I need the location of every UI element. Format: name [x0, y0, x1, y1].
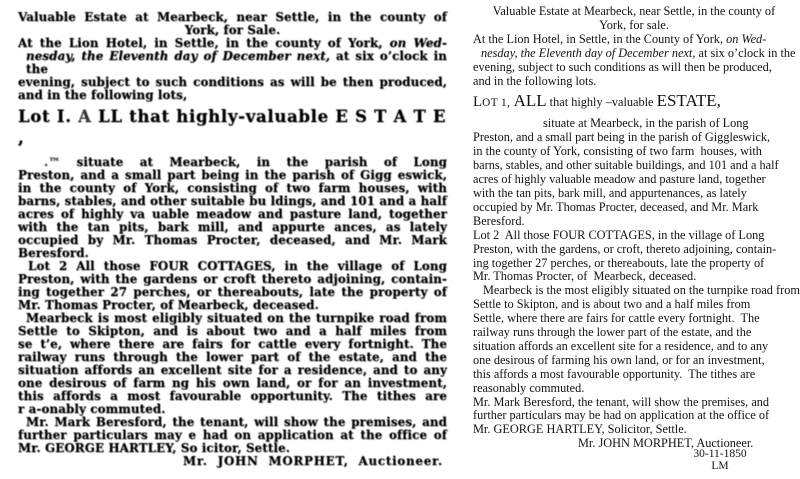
text-segment: Settle, where there are fairs for cattle every fortnight. The [473, 311, 760, 326]
text-segment: on Wed- [389, 36, 447, 50]
text-segment: York, for Sale. [184, 23, 281, 37]
text-segment: Preston, with the gardens or croft thereto adjoining, contain- [18, 272, 447, 286]
text-segment: Mr. Thomas Procter, of Mearbeck, deceased. [18, 298, 319, 312]
scanned-advert-panel [18, 11, 447, 468]
text-segment: LL that highly-valuable [91, 107, 336, 126]
text-line [473, 201, 795, 215]
text-line [18, 50, 447, 76]
text-segment: E S T A T E , [18, 107, 447, 147]
text-line [473, 33, 795, 47]
text-line [473, 187, 795, 201]
text-segment: evening, subject to such conditions as will then be produced, [473, 59, 772, 74]
text-segment: one desirous of farming his own land, or for an investment, [473, 352, 765, 367]
text-segment: ing together 27 perches, or thereabouts, late the property of [18, 285, 447, 299]
text-line [473, 368, 795, 382]
date-stamp: 30-11-1850 [693, 448, 747, 460]
text-segment: nesday, the Eleventh day of December next, [481, 45, 696, 60]
text-segment: further particulars may e had on application at the office of [18, 428, 447, 442]
text-line [473, 257, 795, 271]
text-segment: one desirous of farm ng his own land, or for an investment, [18, 376, 447, 390]
text-line [473, 382, 795, 396]
text-segment: Lot 2 All those FOUR COTTAGES, in the village of Long [473, 227, 765, 242]
text-line [473, 5, 795, 19]
text-segment: L [473, 94, 483, 111]
text-segment: situation affords an excellent site for a residence, and to any [18, 363, 447, 377]
text-segment: Mearbeck is the most eligibly situated on the turnpike road from [483, 283, 800, 298]
text-segment: railway runs through the lower part of the estate, and the [18, 350, 447, 364]
transcription-panel [473, 4, 800, 451]
text-segment: barns, stables, and other suitable buildings, and 101 and a half [473, 158, 779, 173]
text-line [473, 229, 795, 243]
text-segment: this affords a most favourable opportunity. The tithes are [18, 389, 447, 403]
text-segment: Mr. Mark Beresford, the tenant, will show the premises, and [26, 415, 447, 429]
text-segment: in the county of York, consisting of two farm houses, with [18, 181, 447, 195]
text-segment: Preston, and a small part being in the parish of Giggleswick, [473, 130, 771, 145]
text-line [473, 145, 795, 159]
text-segment: .™ [44, 155, 61, 169]
text-line [473, 423, 795, 437]
text-line [18, 89, 447, 102]
text-segment: OT 1, [482, 97, 514, 110]
text-line [473, 91, 795, 113]
text-segment: barns, stables, and other suitable bu ldings, and 101 and a half [18, 194, 447, 208]
text-segment: reasonably commuted. [473, 380, 585, 395]
text-segment: Mr. Mark Beresford, the tenant, will show the premises, and [473, 394, 770, 409]
text-segment: railway runs through the lower part of the estate, and the [473, 325, 752, 340]
text-segment: ALL [513, 91, 547, 111]
text-segment: and in the following lots, [18, 88, 188, 102]
text-segment: with the tan pits, bark mill, and appurtenances, as lately [473, 185, 747, 200]
text-line [473, 19, 795, 33]
text-segment: Lot 2 All those FOUR COTTAGES, in the village of Long [28, 259, 447, 273]
text-line [473, 340, 795, 354]
text-segment: At the Lion Hotel, in Settle, in the County of York, [473, 31, 727, 46]
text-segment: At the Lion Hotel, in Settle, in the county of York, [18, 36, 390, 50]
text-line [473, 215, 795, 229]
text-line [18, 107, 447, 149]
text-segment: A [78, 107, 92, 126]
text-segment: acres of highly va uable meadow and pasture land, together [18, 207, 447, 221]
text-line [473, 283, 800, 298]
text-segment: Mr. JOHN MORPHET, Auctioneer. [578, 436, 754, 451]
text-line [473, 409, 795, 423]
text-line [473, 117, 795, 131]
text-line [473, 61, 795, 75]
text-segment: at six o’clock in the [26, 49, 447, 76]
text-line [473, 131, 795, 145]
text-line [473, 173, 795, 187]
text-line [473, 159, 795, 173]
text-line [473, 270, 795, 284]
text-line [473, 326, 795, 340]
text-segment: with the tan pits, bark mill, and appurte ances, as lately [18, 220, 447, 234]
text-segment: ESTATE, [656, 91, 721, 111]
text-segment: Preston, with the gardens, or croft, thereto adjoining, contain- [473, 241, 777, 256]
text-line [473, 47, 795, 61]
text-segment: Mr. GEORGE HARTLEY, So icitor, Settle. [18, 441, 291, 455]
text-segment: and in the following lots. [473, 73, 597, 88]
text-segment: Preston, and a small part being in the parish of Gigg eswick, [18, 168, 447, 182]
text-segment: situation affords an excellent site for a residence, and to any [473, 338, 769, 353]
text-line [473, 312, 795, 326]
text-segment: Mearbeck is most eligibly situated on the turnpike road from [26, 311, 447, 325]
text-line [473, 396, 795, 410]
text-segment: Valuable Estate at Mearbeck, near Settle, in the county of [18, 10, 447, 24]
text-segment: that highly –valuable [546, 95, 657, 110]
text-segment: Lot I. [18, 107, 79, 126]
footer-note [655, 449, 785, 472]
text-segment: Beresford. [473, 213, 525, 228]
text-segment: this affords a most favourable opportunity. The tithes are [473, 366, 756, 381]
text-segment: nesday, the Eleventh day of December next, [26, 49, 331, 63]
text-segment: at six o’clock in the [695, 45, 796, 60]
text-line [473, 243, 795, 257]
text-segment: further particulars may be had on application at the office of [473, 408, 770, 423]
text-segment: Settle to Skipton, and is about two and a half miles from [473, 297, 751, 312]
text-segment: Mr. GEORGE HARTLEY, Solicitor, Settle. [473, 422, 687, 437]
text-segment: situate at Mearbeck, in the parish of Long [543, 116, 749, 131]
text-segment: York, for sale. [599, 17, 669, 32]
text-segment: ing together 27 perches, or thereabouts, late the property of [473, 255, 765, 270]
text-segment: acres of highly valuable meadow and pasture land, together [473, 172, 766, 187]
text-segment: Settle to Skipton, and is about two and a half miles from [18, 324, 447, 338]
text-line [473, 354, 795, 368]
text-segment: r a-onably commuted. [18, 402, 166, 416]
text-line [473, 298, 795, 312]
text-line [473, 75, 795, 89]
text-segment: on Wed- [726, 31, 767, 46]
text-segment: situate at Mearbeck, in the parish of Long [60, 155, 447, 169]
text-segment: in the county of York, consisting of two farm houses, with [473, 144, 762, 159]
text-segment: occupied by Mr. Thomas Procter, deceased, and Mr. Mark [18, 233, 447, 247]
text-segment: Mr. Thomas Procter, of Mearbeck, deceased. [473, 269, 697, 284]
text-line [18, 455, 447, 468]
text-segment: evening, subject to such conditions as will be then produced, [18, 75, 447, 89]
text-segment: Beresford. [18, 246, 89, 260]
text-segment: Valuable Estate at Mearbeck, near Settle, in the county of [492, 4, 776, 18]
initials: LM [711, 459, 729, 472]
text-segment: occupied by Mr. Thomas Procter, deceased, and Mr. Mark [473, 199, 759, 214]
text-segment: Mr. JOHN MORPHET, Auctioneer. [183, 454, 443, 468]
text-segment: se t’e, where there are fairs for cattle every fortnight. The [18, 337, 447, 351]
